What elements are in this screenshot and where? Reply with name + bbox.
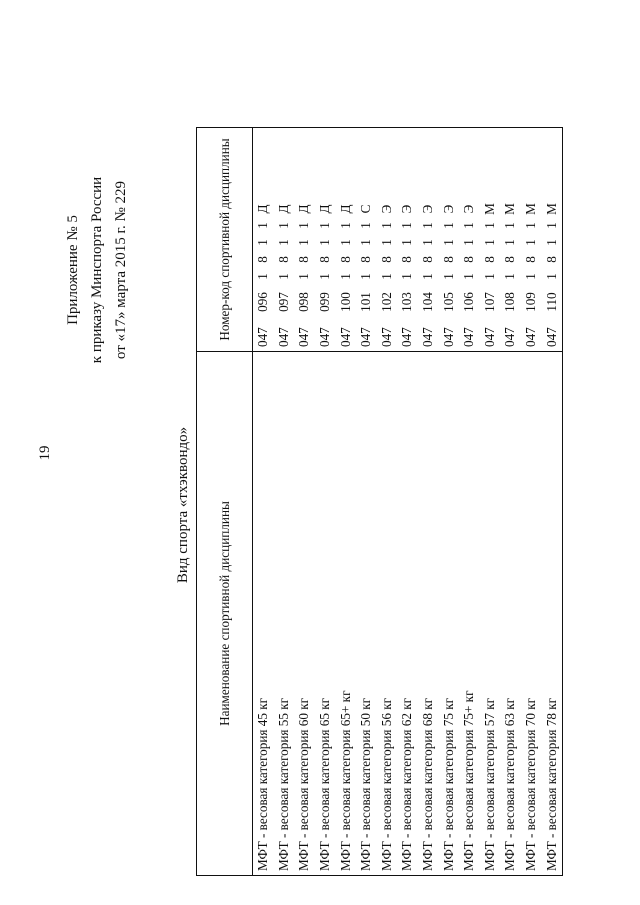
code-segment: 1 [378, 273, 394, 280]
code-segment: Д [337, 204, 353, 214]
discipline-code-cell [418, 128, 439, 352]
code-segment: 1 [420, 273, 436, 280]
code-segment: 1 [440, 273, 456, 280]
code-segment: 110 [543, 292, 559, 312]
code-segment: 1 [481, 273, 497, 280]
discipline-name-cell: МФТ - весовая категория 57 кг [480, 352, 501, 876]
discipline-code-cell [541, 128, 562, 352]
code-segment: 8 [420, 256, 436, 263]
discipline-name-cell: МФТ - весовая категория 56 кг [377, 352, 398, 876]
code-segment: 102 [378, 292, 394, 312]
code-segment: 1 [420, 239, 436, 246]
code-segment: 8 [296, 256, 312, 263]
discipline-name-cell: МФТ - весовая категория 75+ кг [459, 352, 480, 876]
code-segment: 1 [337, 222, 353, 229]
code-segment: 1 [378, 222, 394, 229]
table-row [521, 128, 542, 876]
table-row [459, 128, 480, 876]
code-segment: Э [378, 204, 394, 214]
code-segment: Д [317, 204, 333, 214]
code-segment: 106 [461, 292, 477, 312]
header-discipline-name: Наименование спортивной дисциплины [197, 352, 253, 876]
code-segment: 8 [378, 256, 394, 263]
code-segment: 047 [481, 327, 497, 347]
code-segment: 047 [440, 327, 456, 347]
code-segment: 047 [296, 327, 312, 347]
code-segment: 1 [358, 222, 374, 229]
code-segment: Э [461, 204, 477, 214]
code-segment: 1 [275, 273, 291, 280]
code-segment: 1 [420, 222, 436, 229]
sport-title: Вид спорта «тхэквондо» [175, 426, 191, 584]
code-segment: 100 [337, 292, 353, 312]
code-segment: Э [440, 204, 456, 214]
code-segment: М [502, 203, 518, 215]
code-segment: 097 [275, 292, 291, 312]
code-segment: 047 [420, 327, 436, 347]
discipline-code-cell [335, 128, 356, 352]
code-segment: 1 [337, 273, 353, 280]
code-segment: 099 [317, 292, 333, 312]
table-row [377, 128, 398, 876]
code-segment: 8 [543, 256, 559, 263]
code-segment: 047 [358, 327, 374, 347]
discipline-code-cell [459, 128, 480, 352]
code-segment: 1 [440, 222, 456, 229]
code-segment: 8 [337, 256, 353, 263]
code-segment: 047 [543, 327, 559, 347]
discipline-name-cell: МФТ - весовая категория 50 кг [356, 352, 377, 876]
code-segment: 1 [399, 222, 415, 229]
code-segment: 1 [275, 239, 291, 246]
code-segment: Э [420, 204, 436, 214]
disciplines-table [196, 127, 563, 876]
code-segment: 1 [399, 239, 415, 246]
code-segment: С [358, 204, 374, 214]
code-segment: 8 [255, 256, 271, 263]
discipline-name-cell: МФТ - весовая категория 55 кг [274, 352, 295, 876]
discipline-code-cell [438, 128, 459, 352]
code-segment: 047 [461, 327, 477, 347]
code-segment: 8 [523, 256, 539, 263]
table-row [335, 128, 356, 876]
code-segment: М [481, 203, 497, 215]
discipline-name-cell: МФТ - весовая категория 65 кг [315, 352, 336, 876]
code-segment: 047 [337, 327, 353, 347]
code-segment: 1 [543, 222, 559, 229]
table-row [253, 128, 274, 876]
code-segment: 8 [502, 256, 518, 263]
code-segment: 1 [296, 273, 312, 280]
discipline-code-cell [500, 128, 521, 352]
code-segment: Д [255, 204, 271, 214]
table-row [418, 128, 439, 876]
code-segment: 1 [337, 239, 353, 246]
code-segment: 1 [358, 273, 374, 280]
code-segment: 1 [317, 222, 333, 229]
code-segment: 8 [317, 256, 333, 263]
table-row [274, 128, 295, 876]
code-segment: 1 [317, 239, 333, 246]
code-segment: 109 [523, 292, 539, 312]
table-body [253, 128, 563, 876]
discipline-name-cell: МФТ - весовая категория 63 кг [500, 352, 521, 876]
table-row [397, 128, 418, 876]
code-segment: М [523, 203, 539, 215]
code-segment: 098 [296, 292, 312, 312]
code-segment: 1 [481, 239, 497, 246]
code-segment: Э [399, 204, 415, 214]
table-row [480, 128, 501, 876]
code-segment: Д [296, 204, 312, 214]
code-segment: 8 [275, 256, 291, 263]
code-segment: 1 [502, 239, 518, 246]
code-segment: 1 [296, 239, 312, 246]
discipline-name-cell: МФТ - весовая категория 60 кг [294, 352, 315, 876]
code-segment: 8 [481, 256, 497, 263]
code-segment: 1 [543, 273, 559, 280]
code-segment: 101 [358, 292, 374, 312]
code-segment: 1 [399, 273, 415, 280]
code-segment: 047 [399, 327, 415, 347]
code-segment: 1 [502, 222, 518, 229]
code-segment: 104 [420, 292, 436, 312]
code-segment: 1 [317, 273, 333, 280]
code-segment: 047 [255, 327, 271, 347]
discipline-name-cell: МФТ - весовая категория 70 кг [521, 352, 542, 876]
table-row [500, 128, 521, 876]
code-segment: 1 [296, 222, 312, 229]
code-segment: 1 [481, 222, 497, 229]
code-segment: 1 [440, 239, 456, 246]
discipline-name-cell: МФТ - весовая категория 62 кг [397, 352, 418, 876]
code-segment: 1 [255, 222, 271, 229]
table-header-row [197, 128, 253, 876]
discipline-code-cell [294, 128, 315, 352]
code-segment: 103 [399, 292, 415, 312]
code-segment: 107 [481, 292, 497, 312]
code-segment: 047 [502, 327, 518, 347]
code-segment: 1 [523, 239, 539, 246]
code-segment: 1 [275, 222, 291, 229]
table-row [438, 128, 459, 876]
code-segment: 1 [255, 239, 271, 246]
code-segment: 105 [440, 292, 456, 312]
discipline-code-cell [480, 128, 501, 352]
code-segment: 1 [523, 273, 539, 280]
code-segment: 108 [502, 292, 518, 312]
discipline-code-cell [274, 128, 295, 352]
code-segment: 8 [358, 256, 374, 263]
code-segment: 1 [461, 273, 477, 280]
discipline-code-cell [521, 128, 542, 352]
code-segment: 1 [461, 239, 477, 246]
code-segment: 096 [255, 292, 271, 312]
code-segment: 1 [358, 239, 374, 246]
code-segment: 8 [461, 256, 477, 263]
code-segment: 047 [275, 327, 291, 347]
table-row [294, 128, 315, 876]
header-discipline-code: Номер-код спортивной дисциплины [197, 128, 253, 352]
code-segment: 1 [523, 222, 539, 229]
code-segment: 047 [523, 327, 539, 347]
table-row [541, 128, 562, 876]
code-segment: 1 [378, 239, 394, 246]
table-row [315, 128, 336, 876]
discipline-code-cell [356, 128, 377, 352]
code-segment: 1 [543, 239, 559, 246]
code-segment: 047 [317, 327, 333, 347]
discipline-name-cell: МФТ - весовая категория 75 кг [438, 352, 459, 876]
code-segment: 047 [378, 327, 394, 347]
code-segment: 1 [502, 273, 518, 280]
code-segment: 8 [440, 256, 456, 263]
table-row [356, 128, 377, 876]
discipline-code-cell [253, 128, 274, 352]
discipline-code-cell [377, 128, 398, 352]
appendix-order-date: от «17» марта 2015 г. № 229 [113, 180, 129, 360]
discipline-code-cell [397, 128, 418, 352]
code-segment: 1 [255, 273, 271, 280]
code-segment: 1 [461, 222, 477, 229]
code-segment: 8 [399, 256, 415, 263]
discipline-name-cell: МФТ - весовая категория 45 кг [253, 352, 274, 876]
discipline-name-cell: МФТ - весовая категория 65+ кг [335, 352, 356, 876]
discipline-name-cell: МФТ - весовая категория 78 кг [541, 352, 562, 876]
code-segment: М [543, 203, 559, 215]
appendix-header [61, 165, 133, 375]
discipline-name-cell: МФТ - весовая категория 68 кг [418, 352, 439, 876]
discipline-code-cell [315, 128, 336, 352]
appendix-title: Приложение № 5 [65, 215, 81, 325]
page-number: 19 [37, 445, 53, 461]
code-segment: Д [275, 204, 291, 214]
appendix-order-reference: к приказу Минспорта России [89, 176, 105, 364]
